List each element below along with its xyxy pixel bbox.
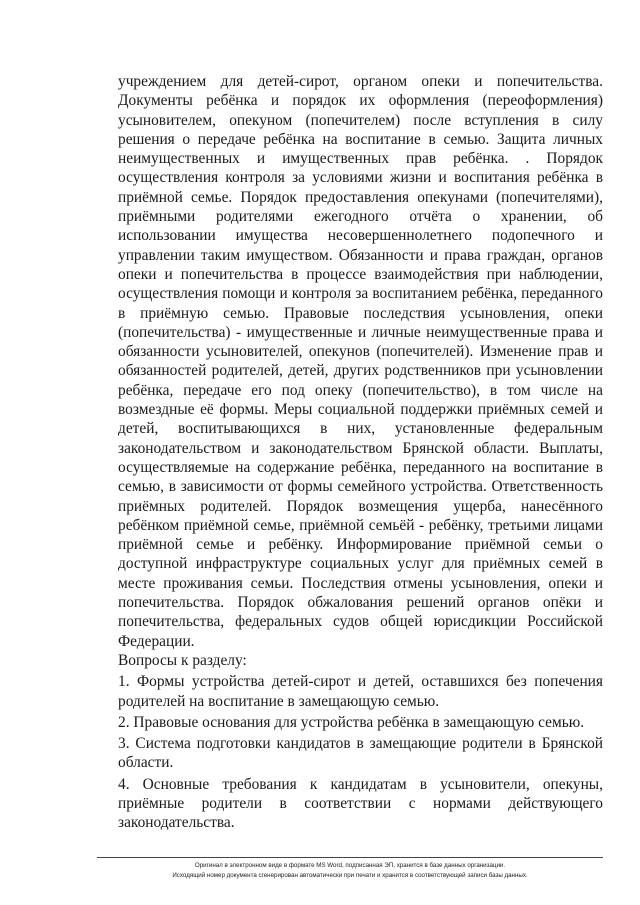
question-item-2: 2. Правовые основания для устройства ребёнка в замещающую семью. [118,713,585,731]
question-item-3: 3. Система подготовки кандидатов в замещающие родители в Брянской области. [118,735,603,772]
questions-heading: Вопросы к разделу: [118,651,247,669]
body-paragraph: учреждением для детей-сирот, органом опеки и попечительства. Документы ребёнка и порядок их оформления (переоформления) усыновителем, опекуном (попечителем) после вступления в силу решения о передаче ребёнка на воспитание в семью. Защита личных неимущественных и имущественных прав ребёнка. . Порядок осуществления контроля за условиями жизни и воспитания ребёнка в приёмной семье. Порядок предоставления опекунами (попечителями), приёмными родителями ежегодного отчёта о хранении, об использовании имущества несовершеннолетнего подопечного и управлении таким имуществом. Обязанности и права граждан, органов опеки и попечительства в процессе взаимодействия при наблюдении, осуществления помощи и контроля за воспитанием ребёнка, переданного в приёмную семью. Правовые последствия усыновления, опеки (попечительства) - имущественные и личные неимущественные права и обязанности усыновителей, опекунов (попечителей). Изменение прав и обязанностей родителей, детей, других родственников при усыновлении ребёнка, передаче его под опеку (попечительство), в том числе на возмездные её формы. Меры социальной поддержки приёмных семей и детей, воспитывающихся в них, установленные федеральным законодательством и законодательством Брянской области. Выплаты, осуществляемые на содержание ребёнка, переданного на воспитание в семью, в зависимости от формы семейного устройства. Ответственность приёмных родителей. Порядок возмещения ущерба, нанесённого ребёнком приёмной семье, приёмной семьёй - ребёнку, третьими лицами приёмной семье и ребёнку. Информирование приёмной семьи о доступной инфраструктуре социальных услуг для приёмных семей в месте проживания семьи. Последствия отмены усыновления, опеки и попечительства. Порядок обжалования решений органов опёки и попечительства, федеральных судов общей юрисдикции Российской Федерации. [118,73,603,650]
footer-divider [97,857,603,858]
document-body [118,72,603,833]
document-footer [90,861,610,881]
footer-line-2: Исходящий номер документа сгенерирован автоматически при печати и хранится в соответствующей записи базы данных. [172,872,528,879]
question-item-4: 4. Основные требования к кандидатам в усыновители, опекуны, приёмные родители в соответствии с нормами действующего законодательства. [118,775,603,832]
question-item-1: 1. Формы устройства детей-сирот и детей, оставшихся без попечения родителей на воспитание в замещающую семью. [118,673,603,710]
footer-line-1: Оригинал в электронном виде в формате MS Word, подписанная ЭП, хранится в базе данных организации. [194,862,506,869]
